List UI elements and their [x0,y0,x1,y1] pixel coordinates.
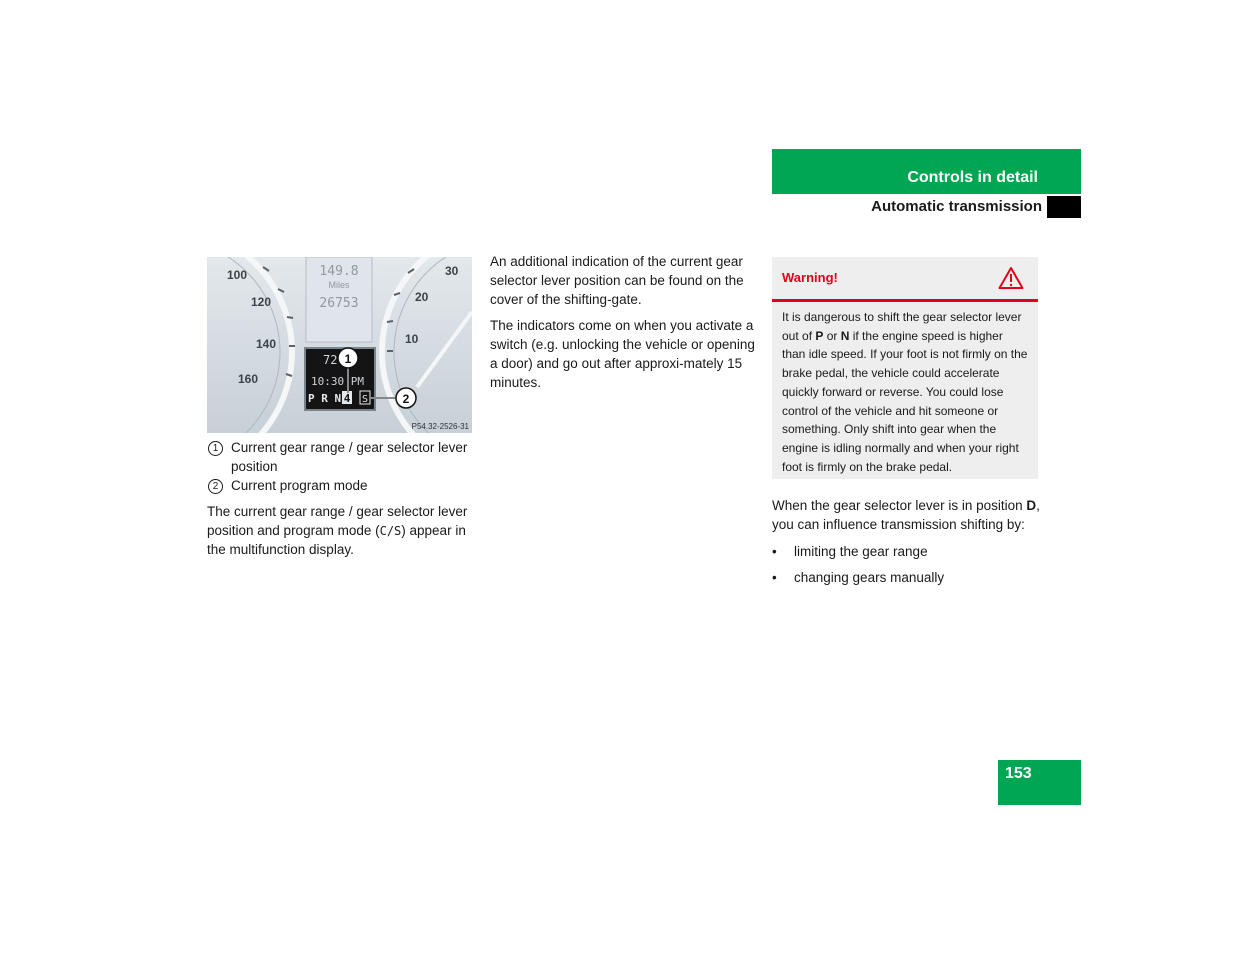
speedo-tick-label: 120 [251,295,272,309]
distance-unit: Miles [328,280,350,290]
temperature-reading: 72 [323,353,338,367]
tacho-tick-label: 30 [445,264,459,278]
instrument-cluster-figure [207,257,472,433]
program-mode: S [361,394,369,405]
speedo-tick-label: 160 [238,372,259,386]
instrument-cluster-illustration [207,257,472,433]
list-item: • limiting the gear range [772,543,928,559]
section-tab-marker [1047,196,1081,218]
clock-reading: 10:30 PM [311,375,364,388]
display-description: The current gear range / gear selector lever position and program mode (C/S) appear in the multifunction display. [207,504,468,557]
list-item: • changing gears manually [772,570,945,586]
legend-item [207,439,477,477]
column-2 [490,253,756,401]
warning-header [772,257,1038,302]
warning-title: Warning! [782,270,838,285]
warning-box [772,257,1038,479]
trip-reading: 149.8 [319,264,359,279]
column-1 [207,439,477,568]
shifting-options-list [772,543,1040,589]
speedo-tick-label: 140 [256,337,277,351]
odometer-reading: 26753 [319,296,359,311]
current-gear: 4 [343,392,351,405]
legend-item [207,477,477,496]
speedo-tick-label: 100 [227,268,248,282]
svg-text:2: 2 [402,392,410,406]
subsection-title: Automatic transmission [871,198,1042,215]
section-title: Controls in detail [907,169,1038,186]
paragraph: The indicators come on when you activate a switch (e.g. unlocking the vehicle or opening a door) and go out after approxi-mately 15 minutes. [490,318,755,390]
image-code: P54.32-2526-31 [411,422,469,431]
mode-symbol: C/S [379,524,402,539]
warning-triangle-icon [998,266,1024,290]
shifting-intro: When the gear selector lever is in position D, you can influence transmission shifting by: [772,498,1040,532]
legend-number: 2 [208,479,223,494]
page-number: 153 [998,760,1081,805]
warning-text: It is dangerous to shift the gear selector lever out of P or N if the engine speed is higher than idle speed. If your foot is not firmly on the brake pedal, the vehicle could accelerate quickly forward or reverse. You could lose control of the vehicle and hit someone or something. Only shift into gear when the engine is idling normally and when your right foot is firmly on the brake pedal. [782,310,1028,474]
legend-text: Current gear range / gear selector lever position [231,440,468,474]
legend-number: 1 [208,441,223,456]
column-3 [772,497,1040,596]
section-header [772,149,1081,194]
tacho-tick-label: 20 [415,290,429,304]
paragraph: An additional indication of the current gear selector lever position can be found on the cover of the shifting-gate. [490,254,744,307]
legend-text: Current program mode [231,477,368,493]
tacho-tick-label: 10 [405,332,419,346]
svg-text:1: 1 [344,352,352,366]
gear-indicator: P R N [308,392,342,405]
